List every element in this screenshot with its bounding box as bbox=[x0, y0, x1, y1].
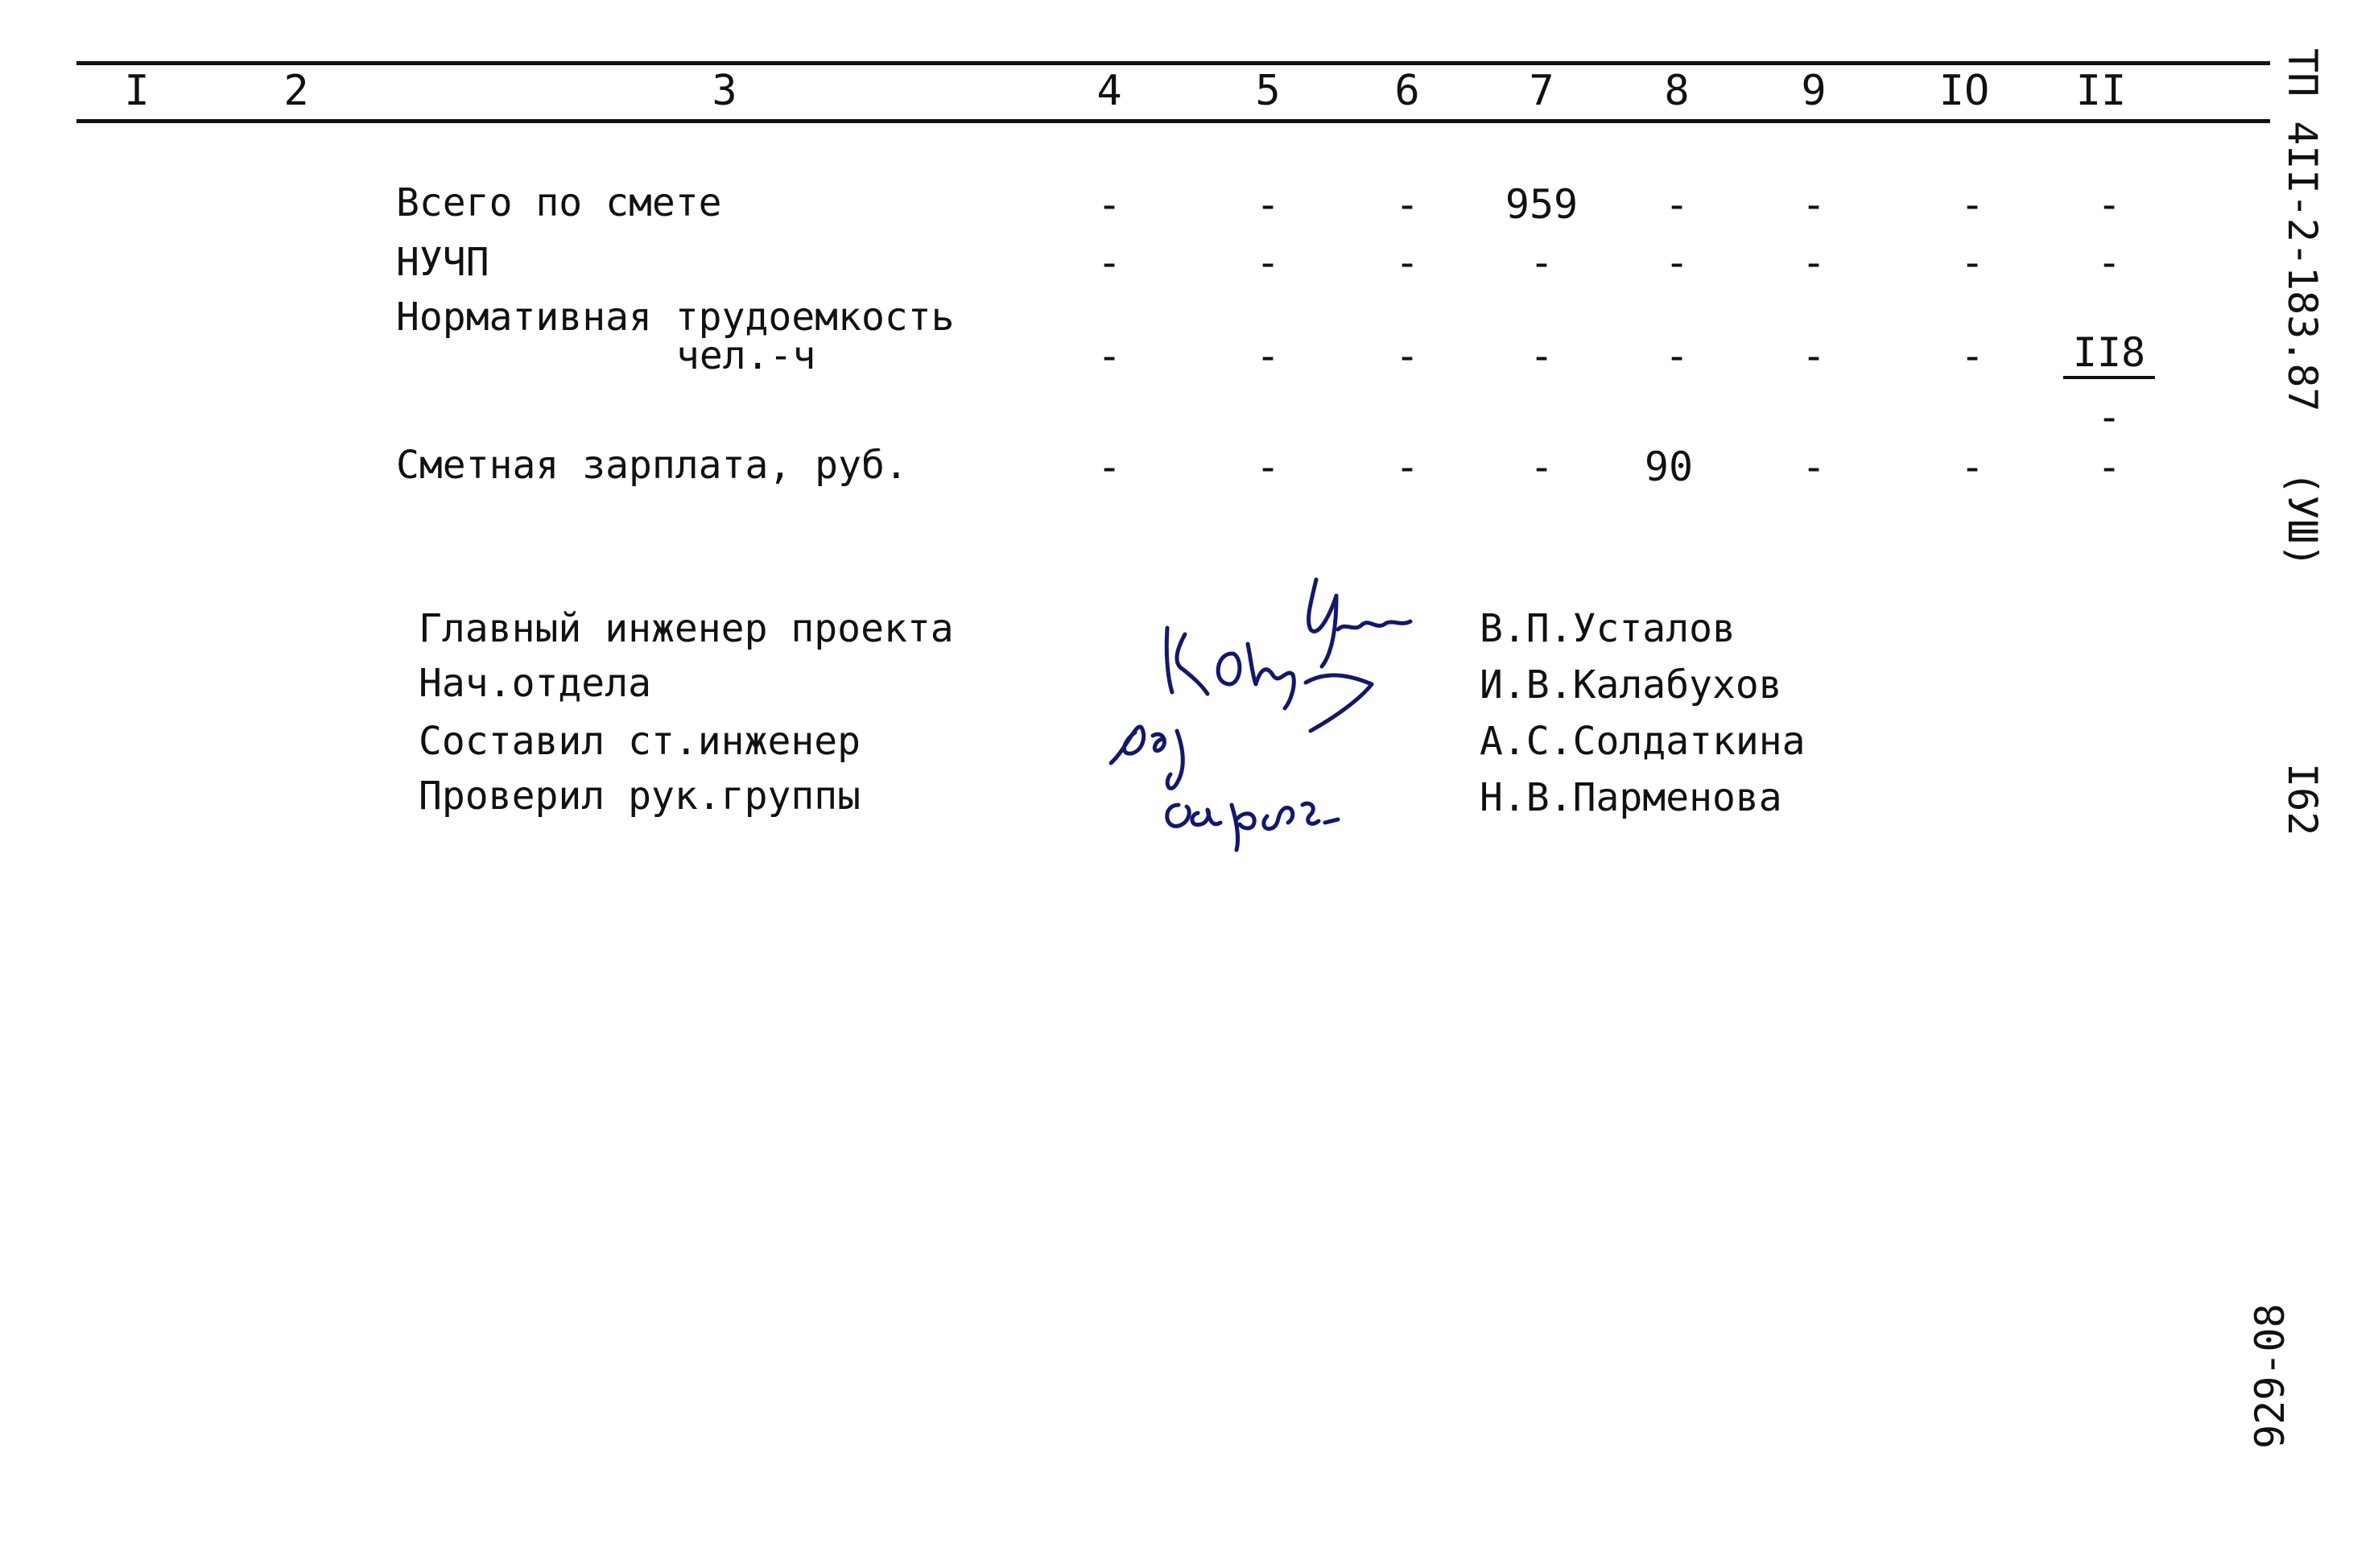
table-cell: - bbox=[1529, 239, 1554, 286]
table-cell: - bbox=[1529, 444, 1554, 490]
side-doc-code: ТП 4II-2-183.87 bbox=[2279, 48, 2326, 412]
table-cell: - bbox=[1801, 239, 1827, 286]
column-header-1: I bbox=[124, 67, 150, 115]
table-cell: - bbox=[1664, 181, 1690, 228]
side-album-code: (УШ) bbox=[2279, 471, 2326, 568]
row-label-labor: Нормативная трудоемкость bbox=[396, 295, 955, 340]
table-cell: - bbox=[1959, 332, 1985, 379]
signatory-title: Составил ст.инженер bbox=[419, 719, 861, 764]
column-header-9: 9 bbox=[1801, 67, 1827, 115]
table-cell: - bbox=[1096, 332, 1122, 379]
table-cell: - bbox=[1096, 444, 1122, 490]
table-cell-underlined: II8 bbox=[2063, 329, 2155, 379]
table-cell: - bbox=[1394, 444, 1420, 490]
column-header-7: 7 bbox=[1529, 67, 1554, 115]
table-cell: - bbox=[2096, 444, 2122, 490]
column-header-8: 8 bbox=[1664, 67, 1690, 115]
column-header-5: 5 bbox=[1255, 67, 1281, 115]
table-cell: - bbox=[1959, 239, 1985, 286]
signatory-name: И.В.Калабухов bbox=[1480, 662, 1782, 708]
table-cell: - bbox=[1394, 332, 1420, 379]
signatory-title: Главный инженер проекта bbox=[419, 606, 954, 651]
column-header-2: 2 bbox=[283, 67, 309, 115]
table-cell-wrapper bbox=[2063, 330, 2155, 375]
table-cell: - bbox=[1394, 181, 1420, 228]
table-cell: - bbox=[2096, 181, 2122, 228]
table-cell: - bbox=[1394, 239, 1420, 286]
row-label-nuchp: НУЧП bbox=[396, 240, 489, 285]
header-bottom-rule bbox=[76, 119, 2270, 123]
table-cell: - bbox=[1255, 239, 1281, 286]
signatory-title: Нач.отдела bbox=[419, 661, 651, 706]
row-label-total: Всего по смете bbox=[396, 180, 722, 225]
table-cell: - bbox=[1801, 332, 1827, 379]
column-header-4: 4 bbox=[1096, 67, 1122, 115]
table-cell: - bbox=[1664, 332, 1690, 379]
table-cell: - bbox=[1255, 444, 1281, 490]
table-cell: - bbox=[2096, 239, 2122, 286]
table-cell: - bbox=[1801, 181, 1827, 228]
table-cell: - bbox=[1255, 181, 1281, 228]
column-header-10: IO bbox=[1938, 67, 1990, 115]
handwritten-signatures bbox=[1095, 563, 1465, 853]
table-cell: - bbox=[1255, 332, 1281, 379]
row-label-wages: Сметная зарплата, руб. bbox=[396, 443, 908, 488]
signatory-name: Н.В.Парменова bbox=[1480, 775, 1782, 820]
table-cell: - bbox=[1096, 239, 1122, 286]
table-cell: - bbox=[1959, 181, 1985, 228]
table-cell: - bbox=[1529, 332, 1554, 379]
column-header-3: 3 bbox=[712, 67, 737, 115]
table-cell: - bbox=[1664, 239, 1690, 286]
table-cell: 959 bbox=[1505, 181, 1579, 228]
column-header-6: 6 bbox=[1394, 67, 1420, 115]
table-cell: - bbox=[1801, 444, 1827, 490]
table-cell: - bbox=[1096, 181, 1122, 228]
signatory-title: Проверил рук.группы bbox=[419, 774, 861, 819]
table-cell-extra: - bbox=[2096, 394, 2122, 440]
side-archive-number: 929-08 bbox=[2247, 1303, 2293, 1449]
row-sublabel-labor-unit: чел.-ч bbox=[676, 333, 816, 378]
side-page-number: I62 bbox=[2279, 763, 2326, 836]
column-header-11: II bbox=[2075, 67, 2127, 115]
table-cell: - bbox=[1959, 444, 1985, 490]
signatory-name: А.С.Солдаткина bbox=[1480, 719, 1806, 764]
signatory-name: В.П.Усталов bbox=[1480, 606, 1736, 651]
table-cell: 90 bbox=[1644, 444, 1694, 490]
header-top-rule bbox=[76, 61, 2270, 65]
